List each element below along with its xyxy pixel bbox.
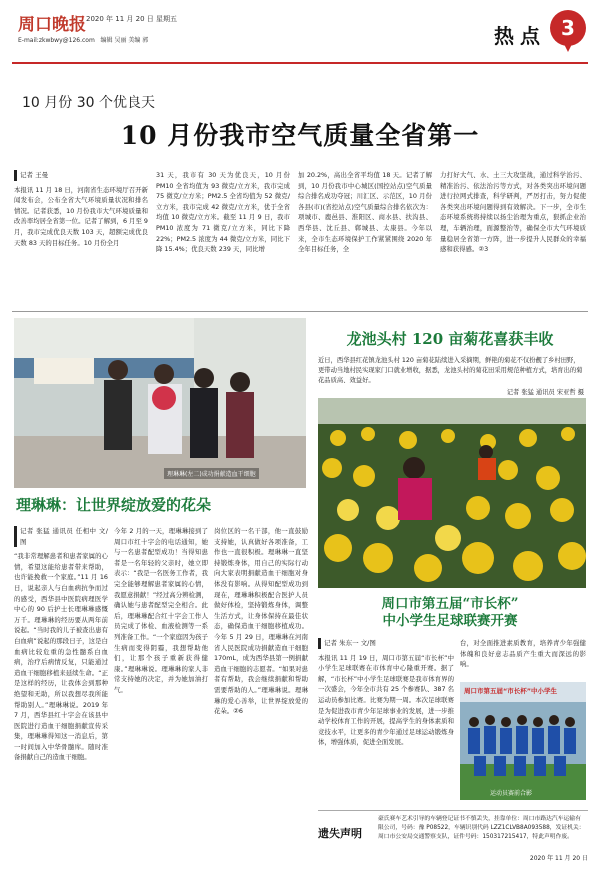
- lost-notice-text: 豪氏赛车艺术引导的车辆登记证书不慎丢失，挂靠单位：周口市路达汽车运输有限公司，号码：豫 P08522，车辆识别代码 LZZ1CLVB8A093588，发证机关：周口市公安局交通警察支队，证件号码：150317215417，特此声明作废。: [378, 816, 585, 840]
- air-article-column-1: [14, 170, 148, 302]
- soccer-photo: [460, 682, 586, 800]
- lin-article-column-3: [214, 526, 308, 870]
- air-article-text-2: 31 天，我市有 30 天为优良天，10 月份 PM10 全省均值为 93 微克/立方米，我市完成 75 微克/立方米；PM2.5 全省均值为 52 微克/立方米，我市完成 42 微克/立方米，优于全省均值 10 微克/立方米。截至 11 月 9 日，我市 PM10 浓度为 71 微克/立方米，同比下降 22%；PM2.5 浓度为 44 微克/立方米，同比下降 15.4%；优良天数 239 天，同比增: [156, 171, 290, 254]
- lin-photo: [14, 318, 306, 488]
- team-photo: [460, 682, 586, 800]
- soccer-headline-line-1: 周口市第五届“市长杯”: [381, 596, 519, 612]
- lin-photo-caption: 理琳琳(左二)成功捐献造血干细胞: [164, 468, 259, 479]
- lin-article-text-3: 岗位区的一名干部，他一直鼓励支持她，认真做好各项准备，工作也一直很积极。理琳琳一直坚持锻炼身体，用自己的实际行动向大家表明捐献造血干细胞对身体没有影响。从得知配型成功到现在，理琳琳积极配合医护人员做好体检，坚持锻炼身体，调整生活方式，让身体保持在最佳状态，确保造血干细胞移植成功。今年 5 月 29 日，理琳琳在河南省人民医院成功捐献造血干细胞 170mL，成为西华县第一例捐献造血干细胞的志愿者。“如果对患者有帮助，我会继续捐献和帮助需要帮助的人。”理琳琳说。理琳琳的爱心善举，让世界绽放爱的花朵。②6: [214, 527, 308, 716]
- lost-notice-label: 遗失声明: [318, 827, 362, 840]
- lin-article-text-2: 今年 2 月的一天，理琳琳接到了周口市红十字会的电话通知，她与一名患者配型成功！当得知患者是一名年轻的父亲时，她立即表示：“我是一名医务工作者，我完全能够理解患者家属的心情，我愿意捐献！”经过高分辨检测，确认她与患者配型完全相合。此后，理琳琳配合红十字会工作人员完成了体检、血液检测等一系列准备工作。“一个家庭因为孩子生病而变得阴霾，我想帮助他们，让那个孩子重新获得健康。”理琳琳说。理琳琳的家人非常支持她的决定，并为她加油打气。: [114, 527, 208, 694]
- badge-pointer-icon: [562, 40, 574, 52]
- blood-donation-photo: [14, 318, 306, 488]
- air-article-column-3: [298, 170, 432, 302]
- newspaper-logo: 周口晚报: [18, 15, 86, 35]
- soccer-text-1: 本报讯 11 月 19 日，周口市第五届“市长杯”中小学生足球联赛在市体育中心隆重开赛。据了解，“市长杯”中小学生足球联赛是我市体育界的一次盛会，今年全市共有 25 个参赛队、387 名运动员参加比赛。比赛为期一周。本次足球联赛是为促进我市青少年足球事业的发展，进一步推动学校体育工作的开展，提高学生的身体素质和竞技水平，让更多的青少年通过足球运动锻炼身体，增强体质，促进全面发展。: [318, 653, 454, 747]
- soccer-headline: [312, 596, 588, 630]
- flower-field-photo: [318, 398, 586, 588]
- soccer-headline-line-2: 中小学生足球联赛开赛: [382, 613, 518, 629]
- air-article-headline: 10 月份我市空气质量全省第一: [120, 121, 480, 150]
- email: E-mail:zkwbwy@126.com: [18, 37, 95, 44]
- air-article-byline: 记者 王曼: [14, 170, 148, 181]
- air-article-column-2: [156, 170, 290, 302]
- masthead: [10, 6, 590, 68]
- lost-notice-date: 2020 年 11 月 20 日: [529, 855, 588, 862]
- section-title: 热点: [494, 24, 546, 48]
- page-number: 3: [550, 10, 586, 46]
- lin-article-column-2: [114, 526, 208, 870]
- soccer-column-1: [318, 638, 454, 808]
- air-article-text-4: 力打好大气、水、土三大攻坚战，通过科学治污、精准治污、依法治污等方式，对各类突出环境问题进行拉网式排查，科学研判，严厉打击，努力促使各类突出环境问题得到有效解决。下一步，全市生态环境系统将持续以扬尘治理为重点，狠抓企业治理，车辆治理，面源整治等，确保全市大气环境质量稳居全省第一方阵，进一步提升人民群众的幸福感和获得感。②3: [440, 171, 586, 254]
- editor-credit: 编辑 吴丽 美编 郭: [100, 37, 149, 44]
- issue-date: 2020 年 11 月 20 日 星期五: [86, 15, 177, 23]
- chrysanthemum-text: [318, 356, 584, 398]
- page-number-badge: [550, 10, 586, 54]
- air-article-subtitle: 10 月份 30 个优良天: [22, 95, 155, 111]
- lost-notice: [318, 810, 588, 864]
- soccer-column-2: [460, 638, 586, 678]
- air-article-text-1: 本报讯 11 月 18 日，河南省生态环境厅召开新闻发布会，公布全省大气环境质量状况和排名情况。记者获悉，10 月份我市大气环境质量和改善率均居全省第一位。记者了解到，6 月至 9 月，我市完成优良天数 103 天，超额完成优良天数 83 天的目标任务。10 月份全月: [14, 185, 148, 247]
- contact-line: [18, 35, 148, 44]
- lin-article-byline: 记者 张猛 通讯员 任相中 文/图: [14, 526, 108, 547]
- header-rule: [12, 62, 588, 64]
- soccer-photo-banner: 周口市第五届“市长杯”中小学生: [464, 687, 558, 695]
- chrysanthemum-photo: [318, 398, 586, 588]
- lin-article-column-1: [14, 526, 108, 870]
- lin-article-headline: 理琳琳：让世界绽放爱的花朵: [16, 496, 212, 514]
- chrysanthemum-body: 近日，西华县红花镇龙池头村 120 亩菊花陆续进入采摘期，鲜艳的菊花不仅扮靓了乡村田野，更带动当地村民实现家门口就业增收，据悉，龙池头村的菊花田采用规范种植方式，培育出的菊花品质高、效益好。: [318, 357, 583, 384]
- lin-article-text-1: “我非常理解患者和患者家属的心情，希望这能给患者带来帮助，也许能挽救一个家庭。”11 月 16 日，说起亲人与白血病抗争而过的感受，西华县中医院病理医学中心的 90 后护士长理琳琳感慨万千。理琳琳的经历要从两年前说起。“当时我的儿子被查出患有白血病”说起的那段日子，这是白血病比较危重的急性髓系白血病，治疗后病情反复，只能通过造血干细胞移植来延续生命。“正是这样的经历，让我体会到那种绝望和无助，所以我想尽我所能帮助别人。”理琳琳说。2019 年 7 月，西华县红十字会在该县中医院进行造血干细胞捐献宣传采集，理琳琳得知这一消息后，第一时间加入中华骨髓库。随时准备捐献自己的造血干细胞。: [14, 552, 108, 762]
- soccer-byline: 记者 朱东一 文/图: [318, 638, 454, 649]
- air-article-text-3: 加 20.2%，高出全省平均值 18 天。记者了解到，10 月份我市中心城区(国控站点)空气质量综合排名成功夺冠；川汇区、示范区，10 月份各县(市)(省控站点)空气质量综合排名依次为：项城市、鹿邑县、淮阳区、商水县、扶沟县、西华县、沈丘县、郸城县、太康县。今年以来，全市生态环境保护工作紧紧围绕 2020 年全年目标任务，全: [298, 171, 432, 254]
- chrysanthemum-byline: 记者 张猛 通讯员 宋亚哲 摄: [506, 389, 584, 396]
- section-divider: [12, 311, 588, 312]
- soccer-text-2: 台，对全面推进素质教育，培养青少年强健体魄和良好意志品质产生重大而深远的影响。: [460, 639, 586, 669]
- soccer-photo-caption: 运动员赛前合影: [490, 790, 533, 797]
- chrysanthemum-headline: 龙池头村 120 亩菊花喜获丰收: [346, 330, 554, 348]
- air-article-column-4: [440, 170, 586, 302]
